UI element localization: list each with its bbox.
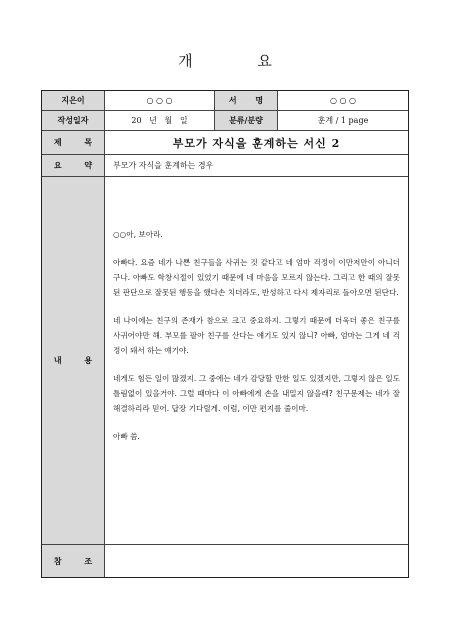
content-row — [42, 177, 408, 545]
summary-label: 요 약 — [42, 155, 105, 176]
date-label: 작성일자 — [42, 111, 105, 130]
author-row — [42, 91, 408, 111]
date-row — [42, 111, 408, 131]
letter-paragraph-2: 네 나이에는 친구의 존재가 참으로 크고 중요하지. 그렇기 때문에 더욱더 좋은 친구를 사귀어야만 해. 부모를 팔아 친구를 산다는 얘기도 있지 않니? 아빠, 엄마는 그게 네 걱정이 돼서 하는 얘기야. — [113, 316, 400, 355]
category-value: 훈계 / 1 page — [317, 116, 369, 125]
reference-value — [105, 545, 408, 577]
reference-row — [42, 545, 408, 577]
category-label: 분류/분량 — [215, 111, 278, 130]
subject-label: 제 목 — [42, 131, 105, 154]
content-label: 내 용 — [42, 177, 105, 544]
signature-label: 서 명 — [215, 91, 278, 110]
letter-signoff: 아빠 씀. — [113, 432, 140, 441]
date-value: 20 년 월 일 — [105, 111, 215, 130]
page-title: 개 요 — [178, 52, 302, 70]
author-label: 지은이 — [42, 91, 105, 110]
author-value: ○ ○ ○ — [105, 91, 215, 110]
letter-greeting: ○○아, 보아라. — [113, 230, 163, 239]
letter-body — [105, 177, 408, 544]
signature-value: ○ ○ ○ — [329, 96, 357, 105]
subject-value: 부모가 자식을 훈계하는 서신 2 — [172, 136, 341, 150]
summary-row — [42, 155, 408, 177]
summary-value: 부모가 자식을 훈계하는 경우 — [113, 161, 214, 170]
subject-row — [42, 131, 408, 155]
letter-paragraph-3: 네게도 힘든 일이 많겠지. 그 중에는 네가 감당할 만한 일도 있겠지만, 그렇지 않은 일도 틀림없이 있을거야. 그럴 때마다 이 아빠에게 손을 내밀지 않을래? 친구문제는 네가 잘 해결하리라 믿어. 답장 기다릴게. 이럼, 이만 편지를 줄이마. — [113, 374, 400, 413]
letter-paragraph-1: 아빠다. 요즘 네가 나쁜 친구들을 사귀는 것 같다고 네 엄마 걱정이 이만저만이 아니더구나. 아빠도 학창시절이 있었기 때문에 네 마음을 모르지 않는다. 그리고 한 때의 잘못된 판단으로 잘못된 행동을 했다손 치더라도, 반성하고 다시 제자리로 돌아오면 된단다. — [113, 258, 400, 297]
reference-label: 참 조 — [42, 545, 105, 577]
document-form — [41, 90, 409, 578]
